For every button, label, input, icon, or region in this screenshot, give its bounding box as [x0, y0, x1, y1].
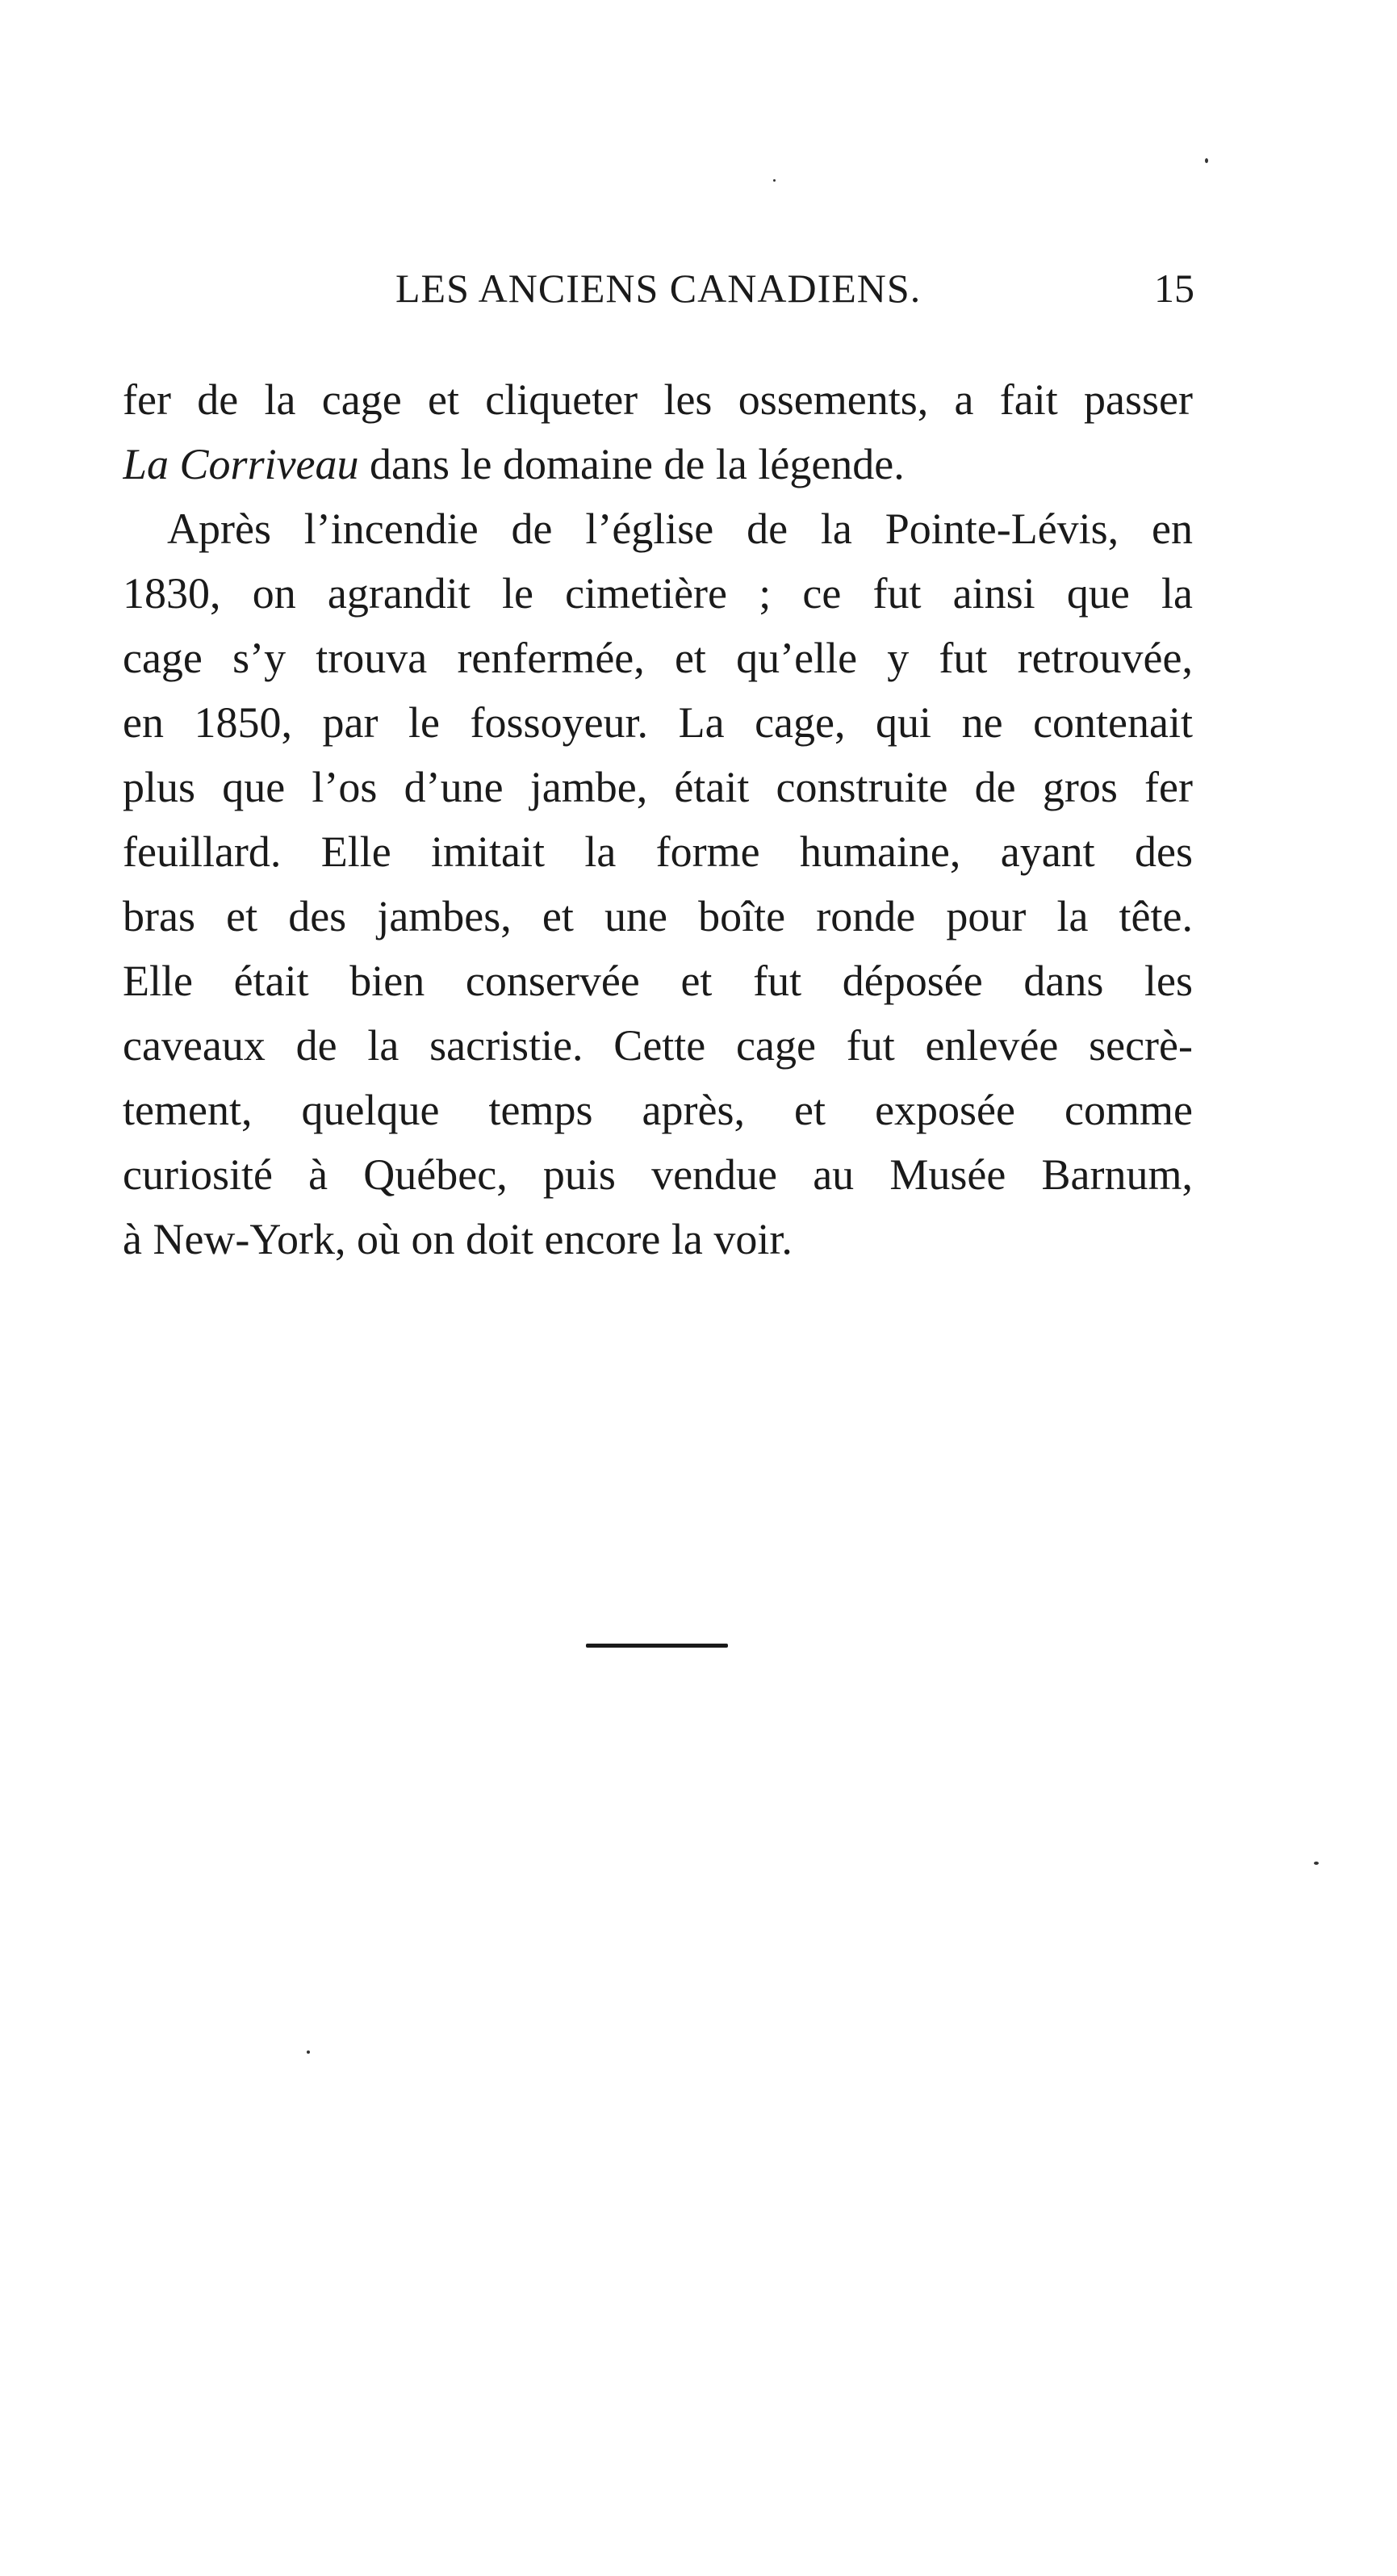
text-line: feuillard. Elle imitait la forme humaine, ayant des [123, 827, 1193, 876]
italic-title: La Corriveau [123, 440, 359, 488]
text-line: fer de la cage et cliqueter les ossements, a fait passer [123, 375, 1193, 424]
body-text [123, 367, 1193, 1271]
print-speck [1314, 1862, 1319, 1865]
text-line: Après l’incendie de l’église de la Pointe-Lévis, en [167, 505, 1193, 553]
page-number: 15 [1154, 266, 1194, 311]
text-line: caveaux de la sacristie. Cette cage fut enlevée secrè- [123, 1021, 1193, 1070]
section-end-rule [586, 1644, 728, 1648]
text-line: tement, quelque temps après, et exposée comme [123, 1086, 1193, 1134]
text-line: curiosité à Québec, puis vendue au Musée Barnum, [123, 1150, 1193, 1199]
text-line: bras et des jambes, et une boîte ronde pour la tête. [123, 892, 1193, 940]
text-line: Elle était bien conservée et fut déposée dans les [123, 957, 1193, 1005]
text-line: en 1850, par le fossoyeur. La cage, qui ne contenait [123, 698, 1193, 747]
text-line: plus que l’os d’une jambe, était construite de gros fer [123, 763, 1193, 811]
print-speck [1205, 158, 1208, 163]
print-speck [773, 179, 776, 182]
text-span: dans le domaine de la légende. [358, 440, 905, 488]
text-line: à New-York, où on doit encore la voir. [123, 1215, 793, 1263]
running-head: LES ANCIENS CANADIENS. [395, 266, 922, 311]
text-line: cage s’y trouva renfermée, et qu’elle y fut retrouvée, [123, 634, 1193, 682]
text-line [123, 432, 1193, 496]
print-speck [307, 2050, 310, 2054]
page-header [121, 265, 1194, 321]
text-line: 1830, on agrandit le cimetière ; ce fut ainsi que la [123, 569, 1193, 618]
